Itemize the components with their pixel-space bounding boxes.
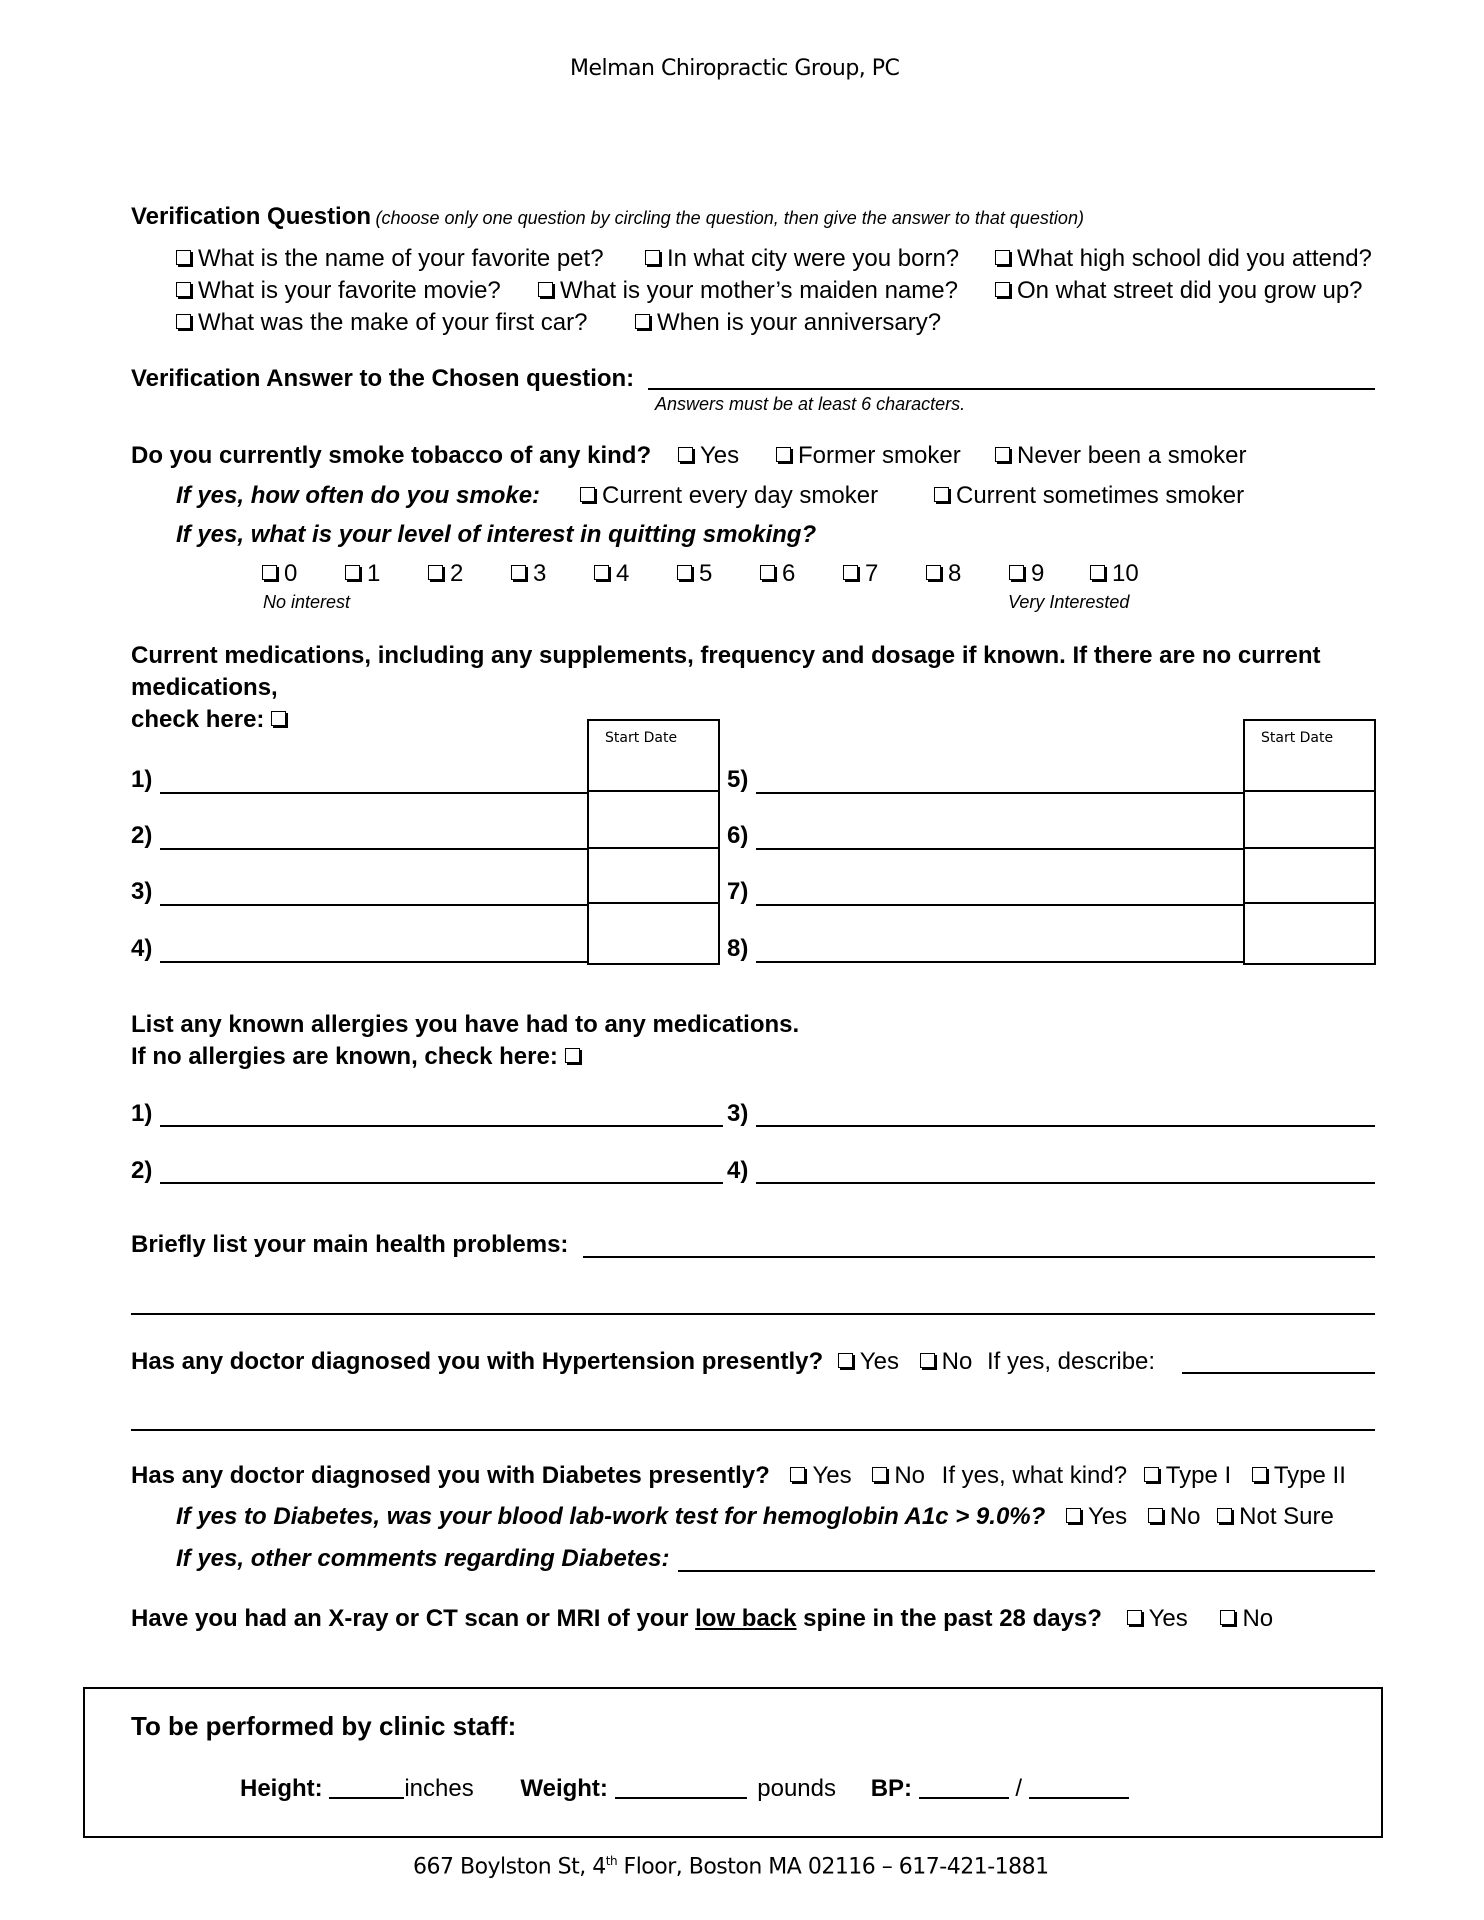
checkbox-icon[interactable]: [1127, 1610, 1142, 1625]
allergy-field-4[interactable]: [756, 1182, 1375, 1184]
height-unit: inches: [404, 1775, 474, 1802]
verification-option[interactable]: What high school did you attend?: [995, 245, 1372, 273]
smoking-option-never[interactable]: Never been a smoker: [995, 442, 1246, 470]
imaging-question: Have you had an X-ray or CT scan or MRI of your low back spine in the past 28 days?: [131, 1605, 1102, 1632]
checkbox-icon[interactable]: [635, 314, 650, 329]
no-allergies-checkbox[interactable]: [565, 1048, 580, 1063]
smoking-frequency-question: If yes, how often do you smoke:: [176, 482, 541, 509]
checkbox-icon[interactable]: [776, 447, 791, 462]
bp-separator: /: [1015, 1775, 1023, 1802]
health-problems-field-1[interactable]: [583, 1256, 1375, 1258]
checkbox-icon[interactable]: [934, 487, 949, 502]
a1c-yes[interactable]: Yes: [1066, 1503, 1127, 1531]
interest-scale-9[interactable]: 9: [1009, 560, 1044, 588]
smoking-question-row: [131, 442, 651, 470]
diabetes-comments-label: If yes, other comments regarding Diabetes:: [176, 1545, 670, 1572]
imaging-no[interactable]: No: [1220, 1605, 1273, 1633]
bp-diastolic-field[interactable]: [1029, 1797, 1129, 1799]
scale-high-label: Very Interested: [1008, 592, 1130, 612]
hypertension-no[interactable]: No: [920, 1348, 973, 1376]
checkbox-icon[interactable]: [1217, 1508, 1232, 1523]
diabetes-type-1[interactable]: Type I: [1144, 1462, 1231, 1490]
interest-scale-2[interactable]: 2: [428, 560, 463, 588]
checkbox-icon[interactable]: [1252, 1467, 1267, 1482]
height-field[interactable]: [329, 1797, 404, 1799]
checkbox-icon[interactable]: [511, 565, 526, 580]
verification-option[interactable]: When is your anniversary?: [635, 309, 941, 337]
verification-option[interactable]: What is the name of your favorite pet?: [176, 245, 604, 273]
checkbox-icon[interactable]: [995, 447, 1010, 462]
verification-answer-label: Verification Answer to the Chosen question:: [131, 365, 635, 392]
hypertension-describe-field-2[interactable]: [131, 1429, 1375, 1431]
health-problems-label: Briefly list your main health problems:: [131, 1231, 569, 1258]
checkbox-icon[interactable]: [872, 1467, 887, 1482]
smoking-option-former[interactable]: Former smoker: [776, 442, 961, 470]
checkbox-icon[interactable]: [760, 565, 775, 580]
medication-row-label: 7): [727, 878, 749, 905]
diabetes-no[interactable]: No: [872, 1462, 925, 1490]
medication-row-label: 1): [131, 766, 153, 793]
divider: [587, 902, 720, 904]
diabetes-row: [131, 1462, 1346, 1490]
bp-systolic-field[interactable]: [919, 1797, 1009, 1799]
weight-field[interactable]: [615, 1797, 747, 1799]
medication-field-7[interactable]: [756, 904, 1244, 906]
medication-field-8[interactable]: [756, 961, 1244, 963]
checkbox-icon[interactable]: [428, 565, 443, 580]
diabetes-comments-field[interactable]: [678, 1570, 1375, 1572]
interest-scale-3[interactable]: 3: [511, 560, 546, 588]
medication-row-label: 2): [131, 822, 153, 849]
divider: [587, 847, 720, 849]
medications-heading-cont: medications,: [131, 674, 278, 701]
medication-field-2[interactable]: [160, 848, 588, 850]
checkbox-icon[interactable]: [1090, 565, 1105, 580]
imaging-row: [131, 1605, 1273, 1633]
start-date-column-right: [1243, 719, 1376, 965]
no-allergies-row: If no allergies are known, check here:: [131, 1043, 587, 1071]
verification-option[interactable]: On what street did you grow up?: [995, 277, 1363, 305]
medication-field-4[interactable]: [160, 961, 588, 963]
medication-field-6[interactable]: [756, 848, 1244, 850]
a1c-row: [176, 1503, 1334, 1531]
interest-scale-0[interactable]: 0: [262, 560, 297, 588]
diabetes-question: Has any doctor diagnosed you with Diabetes presently?: [131, 1462, 770, 1489]
checkbox-icon[interactable]: [176, 314, 191, 329]
divider: [1243, 902, 1376, 904]
checkbox-icon[interactable]: [1148, 1508, 1163, 1523]
interest-scale-5[interactable]: 5: [677, 560, 712, 588]
checkbox-icon[interactable]: [1009, 565, 1024, 580]
bp-label: BP:: [870, 1775, 913, 1802]
interest-scale-10[interactable]: 10: [1090, 560, 1139, 588]
allergy-field-2[interactable]: [160, 1182, 723, 1184]
allergy-field-1[interactable]: [160, 1125, 723, 1127]
verification-answer-hint: Answers must be at least 6 characters.: [655, 394, 966, 414]
checkbox-icon[interactable]: [678, 447, 693, 462]
clinic-name: Melman Chiropractic Group, PC: [570, 56, 900, 81]
weight-label: Weight:: [520, 1775, 608, 1802]
start-date-label: Start Date: [1261, 730, 1334, 746]
verification-option[interactable]: What is your mother’s maiden name?: [538, 277, 958, 305]
checkbox-icon[interactable]: [1220, 1610, 1235, 1625]
height-label: Height:: [240, 1775, 323, 1802]
allergy-row-label: 2): [131, 1157, 153, 1184]
interest-scale-1[interactable]: 1: [345, 560, 380, 588]
verification-instruction: (choose only one question by circling the question, then give the answer to that question): [375, 208, 1084, 228]
divider: [1243, 790, 1376, 792]
medication-row-label: 8): [727, 935, 749, 962]
smoking-option-yes[interactable]: Yes: [678, 442, 739, 470]
medication-row-label: 6): [727, 822, 749, 849]
smoking-question: Do you currently smoke tobacco of any kind?: [131, 442, 652, 469]
allergy-row-label: 4): [727, 1157, 749, 1184]
medication-row-label: 5): [727, 766, 749, 793]
smoking-frequency-sometimes[interactable]: Current sometimes smoker: [934, 482, 1244, 510]
checkbox-icon[interactable]: [345, 565, 360, 580]
checkbox-icon[interactable]: [538, 282, 553, 297]
checkbox-icon[interactable]: [843, 565, 858, 580]
checkbox-icon[interactable]: [1144, 1467, 1159, 1482]
checkbox-icon[interactable]: [920, 1353, 935, 1368]
footer-address: 667 Boylston St, 4th Floor, Boston MA 02116 – 617-421-1881: [413, 1854, 1049, 1880]
no-medications-row: check here:: [131, 706, 293, 734]
checkbox-icon[interactable]: [176, 282, 191, 297]
checkbox-icon[interactable]: [580, 487, 595, 502]
checkbox-icon[interactable]: [838, 1353, 853, 1368]
checkbox-icon[interactable]: [790, 1467, 805, 1482]
no-medications-checkbox[interactable]: [271, 711, 286, 726]
hypertension-yes[interactable]: Yes: [838, 1348, 899, 1376]
start-date-label: Start Date: [605, 730, 678, 746]
hypertension-row: [131, 1348, 1155, 1376]
checkbox-icon[interactable]: [926, 565, 941, 580]
medication-row-label: 3): [131, 878, 153, 905]
allergy-row-label: 1): [131, 1100, 153, 1127]
medication-field-3[interactable]: [160, 904, 588, 906]
interest-scale-6[interactable]: 6: [760, 560, 795, 588]
hypertension-question: Has any doctor diagnosed you with Hypertension presently?: [131, 1348, 824, 1375]
start-date-column-left: [587, 719, 720, 965]
hypertension-describe-label: If yes, describe:: [986, 1348, 1156, 1375]
divider: [1243, 847, 1376, 849]
checkbox-icon[interactable]: [995, 282, 1010, 297]
verification-option[interactable]: In what city were you born?: [645, 245, 959, 273]
verification-title: Verification Question: [131, 203, 372, 230]
interest-scale-4[interactable]: 4: [594, 560, 629, 588]
checkbox-icon[interactable]: [262, 565, 277, 580]
a1c-question: If yes to Diabetes, was your blood lab-work test for hemoglobin A1c > 9.0%?: [176, 1503, 1046, 1530]
checkbox-icon[interactable]: [645, 250, 660, 265]
checkbox-icon[interactable]: [594, 565, 609, 580]
medication-field-5[interactable]: [756, 792, 1244, 794]
scale-low-label: No interest: [263, 592, 351, 612]
vitals-row: [240, 1775, 1129, 1803]
interest-scale-8[interactable]: 8: [926, 560, 961, 588]
imaging-yes[interactable]: Yes: [1127, 1605, 1188, 1633]
checkbox-icon[interactable]: [1066, 1508, 1081, 1523]
diabetes-yes[interactable]: Yes: [790, 1462, 851, 1490]
a1c-not-sure[interactable]: Not Sure: [1217, 1503, 1334, 1531]
diabetes-kind-label: If yes, what kind?: [941, 1462, 1128, 1489]
clinic-staff-title: To be performed by clinic staff:: [131, 1711, 517, 1741]
health-problems-field-2[interactable]: [131, 1313, 1375, 1315]
divider: [587, 790, 720, 792]
medications-heading: Current medications, including any supplements, frequency and dosage if known. If there are no current: [131, 642, 1321, 669]
clinic-staff-box: [83, 1687, 1383, 1838]
smoking-interest-question: If yes, what is your level of interest in quitting smoking?: [176, 521, 817, 548]
weight-unit: pounds: [757, 1775, 837, 1802]
smoking-frequency-everyday[interactable]: Current every day smoker: [580, 482, 878, 510]
verification-option[interactable]: What is your favorite movie?: [176, 277, 501, 305]
medication-row-label: 4): [131, 935, 153, 962]
diabetes-type-2[interactable]: Type II: [1252, 1462, 1346, 1490]
allergy-field-3[interactable]: [756, 1125, 1375, 1127]
checkbox-icon[interactable]: [995, 250, 1010, 265]
interest-scale-7[interactable]: 7: [843, 560, 878, 588]
medication-field-1[interactable]: [160, 792, 588, 794]
verification-option[interactable]: What was the make of your first car?: [176, 309, 587, 337]
verification-answer-field[interactable]: [648, 388, 1375, 390]
a1c-no[interactable]: No: [1148, 1503, 1201, 1531]
hypertension-describe-field[interactable]: [1182, 1372, 1375, 1374]
verification-heading: [131, 203, 1084, 231]
allergy-row-label: 3): [727, 1100, 749, 1127]
checkbox-icon[interactable]: [176, 250, 191, 265]
allergies-heading: List any known allergies you have had to any medications.: [131, 1011, 800, 1038]
checkbox-icon[interactable]: [677, 565, 692, 580]
